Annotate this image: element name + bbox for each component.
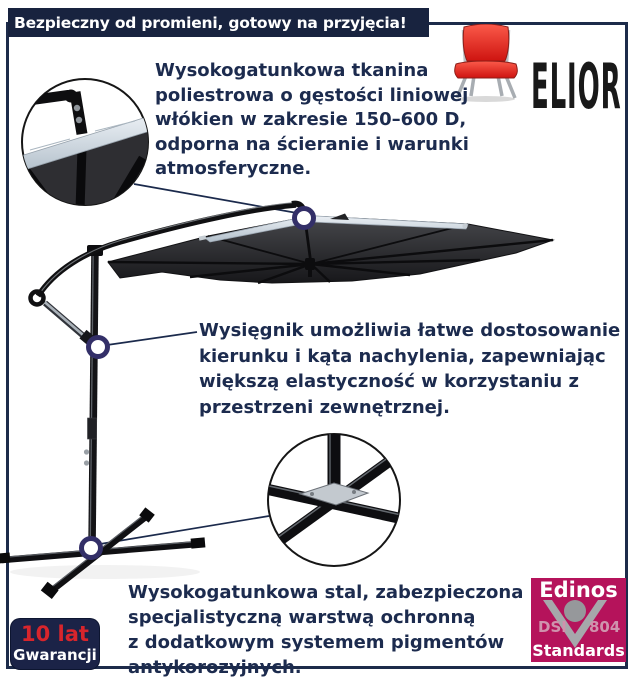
marker-ring [295,209,314,228]
standards-brand: Edinos [539,578,618,602]
annotation-line: Wysięgnik umożliwia łatwe dostosowanie [199,320,621,341]
annotation-arm [199,318,620,420]
warranty-label: Gwarancji [13,646,97,664]
warranty-badge [11,619,99,669]
zoom-circle-canopy [14,79,150,210]
standards-label: Standards [532,641,625,660]
annotation-line: Wysokogatunkowa stal, zabezpieczona [128,582,524,603]
annotation-line: Wysokogatunkowa tkanina [155,60,429,81]
zoom-circle-base [266,432,404,566]
leader-line [107,332,197,345]
annotation-line: kierunku i kąta nachylenia, zapewniając [199,345,606,367]
marker-ring [89,338,108,357]
annotation-line: atmosferyczne. [155,158,312,179]
annotation-steel [128,580,523,680]
annotation-fabric [155,59,469,182]
annotation-line: większą elastyczność w korzystaniu z [199,371,579,392]
marker-ring [82,539,101,558]
canopy-hub [305,258,315,270]
standards-number: 804 [589,618,621,636]
standards-dsi: DSI [538,618,567,636]
annotation-line: poliestrowa o gęstości liniowej [155,84,469,106]
annotation-line: z dodatkowym systemem pigmentów [128,632,505,653]
annotation-line: antykorozyjnych. [128,657,302,678]
umbrella-canopy [108,204,553,283]
umbrella-pole [84,245,103,548]
banner [8,8,429,37]
warranty-years: 10 lat [21,622,89,646]
annotation-line: specjalistyczną warstwą ochronną [128,607,476,628]
annotation-line: odporna na ścieranie i warunki [155,133,469,155]
brand-name: ELIOR [531,50,622,123]
annotation-line: przestrzeni zewnętrznej. [199,396,450,418]
annotation-line: włókien w zakresie 150–600 D, [155,109,467,130]
standards-badge [531,578,626,662]
brand-logo [446,22,626,123]
banner-text: Bezpieczny od promieni, gotowy na przyjęcia! [14,13,407,32]
